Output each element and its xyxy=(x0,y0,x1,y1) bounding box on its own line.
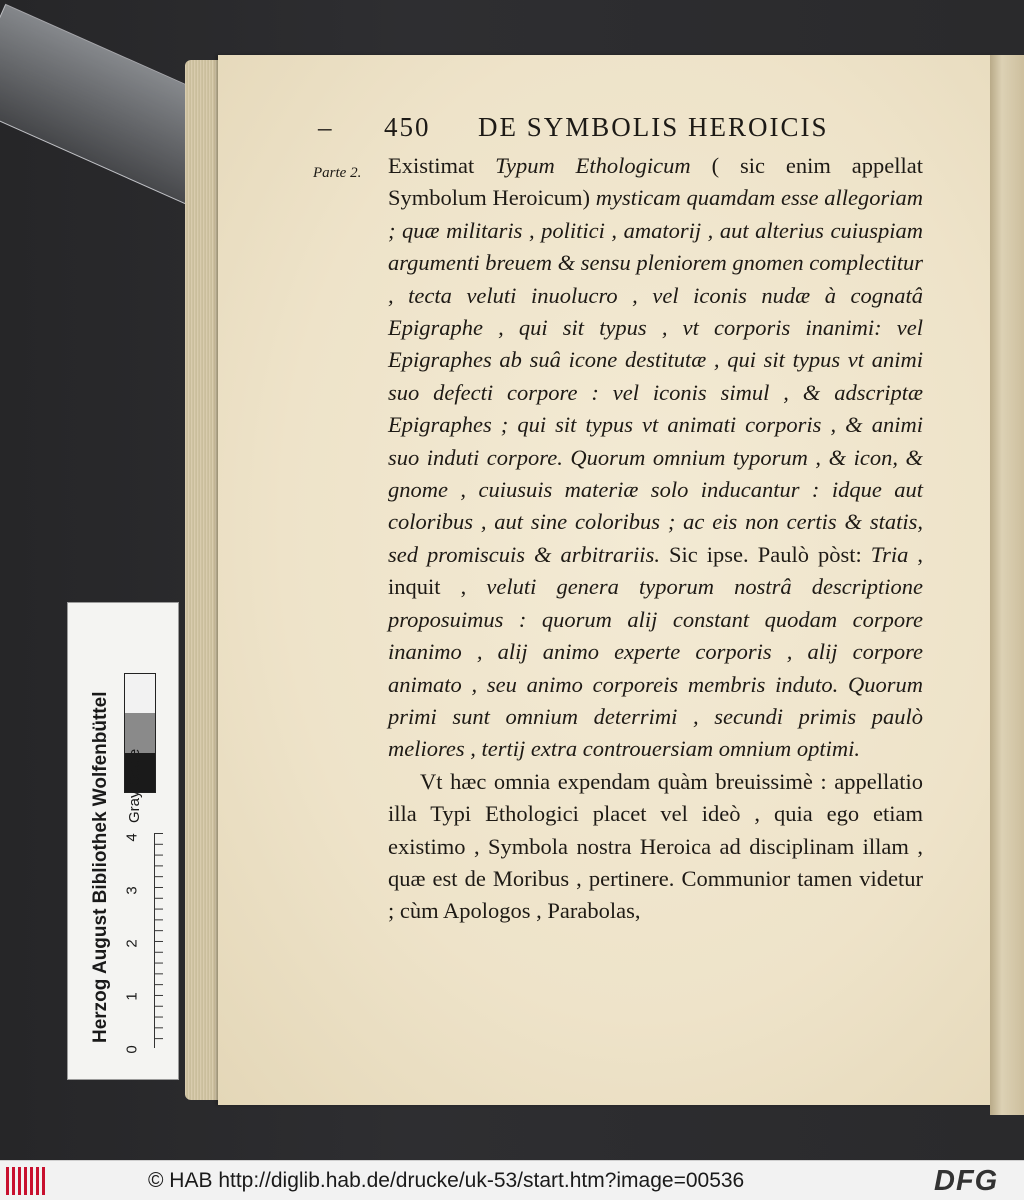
hab-logo-icon xyxy=(6,1167,46,1195)
text-segment: Existimat xyxy=(388,153,496,178)
ruler-number: 0 xyxy=(123,1045,141,1054)
institution-label: Herzog August Bibliothek Wolfenbüttel xyxy=(90,691,111,1043)
gray-scale-label: Gray Scale xyxy=(126,748,143,823)
text-segment: , inquit , xyxy=(388,541,923,600)
text-segment: Typum Ethologicum xyxy=(495,153,691,178)
book-gutter xyxy=(990,55,1024,1115)
copyright-credit: © HAB http://diglib.hab.de/drucke/uk-53/start.htm?image=00536 xyxy=(148,1169,745,1192)
page-body-text xyxy=(388,150,923,928)
ruler-number: 2 xyxy=(123,939,141,948)
paragraph xyxy=(388,766,923,928)
margin-note: Parte 2. xyxy=(313,165,362,181)
text-segment: Vt hæc omnia expendam quàm breuissimè : appellatio illa Typi Ethologici placet vel ideò , quia ego etiam existimo , Symbola nostra Heroica ad disciplinam illam , quæ est de Moribus , pertinere. Communior tamen videtur ; cùm Apologos , Parabolas, xyxy=(388,768,923,924)
footer-bar xyxy=(0,1160,1024,1200)
ruler-number: 3 xyxy=(123,886,141,895)
text-segment: ( sic enim appellat Symbolum Heroicum) xyxy=(388,153,924,211)
ruler-numbers xyxy=(123,829,148,1054)
header-dash: – xyxy=(318,112,334,142)
text-segment: Tria xyxy=(870,541,909,567)
paragraph xyxy=(388,150,923,766)
page-number: 450 xyxy=(384,112,431,142)
dfg-logo: DFG xyxy=(934,1165,999,1197)
page-header xyxy=(318,112,918,152)
ruler-number: 4 xyxy=(123,833,141,842)
text-segment: veluti genera typorum nostrâ descriptione proposuimus : quorum alij constant quodam corpore inanimo , alij animo experte corporis , alij corpore animato , seu animo corporeis membris induto. Quorum primi sunt omnium deterrimi , secundi primis paulò meliores , tertij extra controuersiam omnium optimi. xyxy=(388,574,923,762)
ruler xyxy=(154,833,176,1048)
text-segment: Sic ipse. Paulò pòst: xyxy=(659,541,871,567)
text-segment: mysticam quamdam esse allegoriam ; quæ militaris , politici , amatorij , aut alterius cuiuspiam argumenti breuem & sensu pleniorem gnomen complectitur , tecta veluti inuolucro , vel iconis nudæ à cognatâ Epigraphe , qui sit typus , vt corporis inanimi: vel Epigraphes ab suâ icone destitutæ , qui sit typus vt animi suo defecti corpore : vel iconis simul , & adscriptæ Epigraphes ; qui sit typus vt animati corporis , & animi suo induti corpore. Quorum omnium typorum , & icon, & gnome , cuiusuis materiæ solo inducantur : idque aut coloribus , aut sine coloribus ; ac eis non certis & statis, sed promiscuis & arbitrariis. xyxy=(388,185,923,567)
ruler-number: 1 xyxy=(123,992,141,1001)
running-title: DE SYMBOLIS HEROICIS xyxy=(478,112,829,142)
gray-scale-card xyxy=(67,602,179,1080)
